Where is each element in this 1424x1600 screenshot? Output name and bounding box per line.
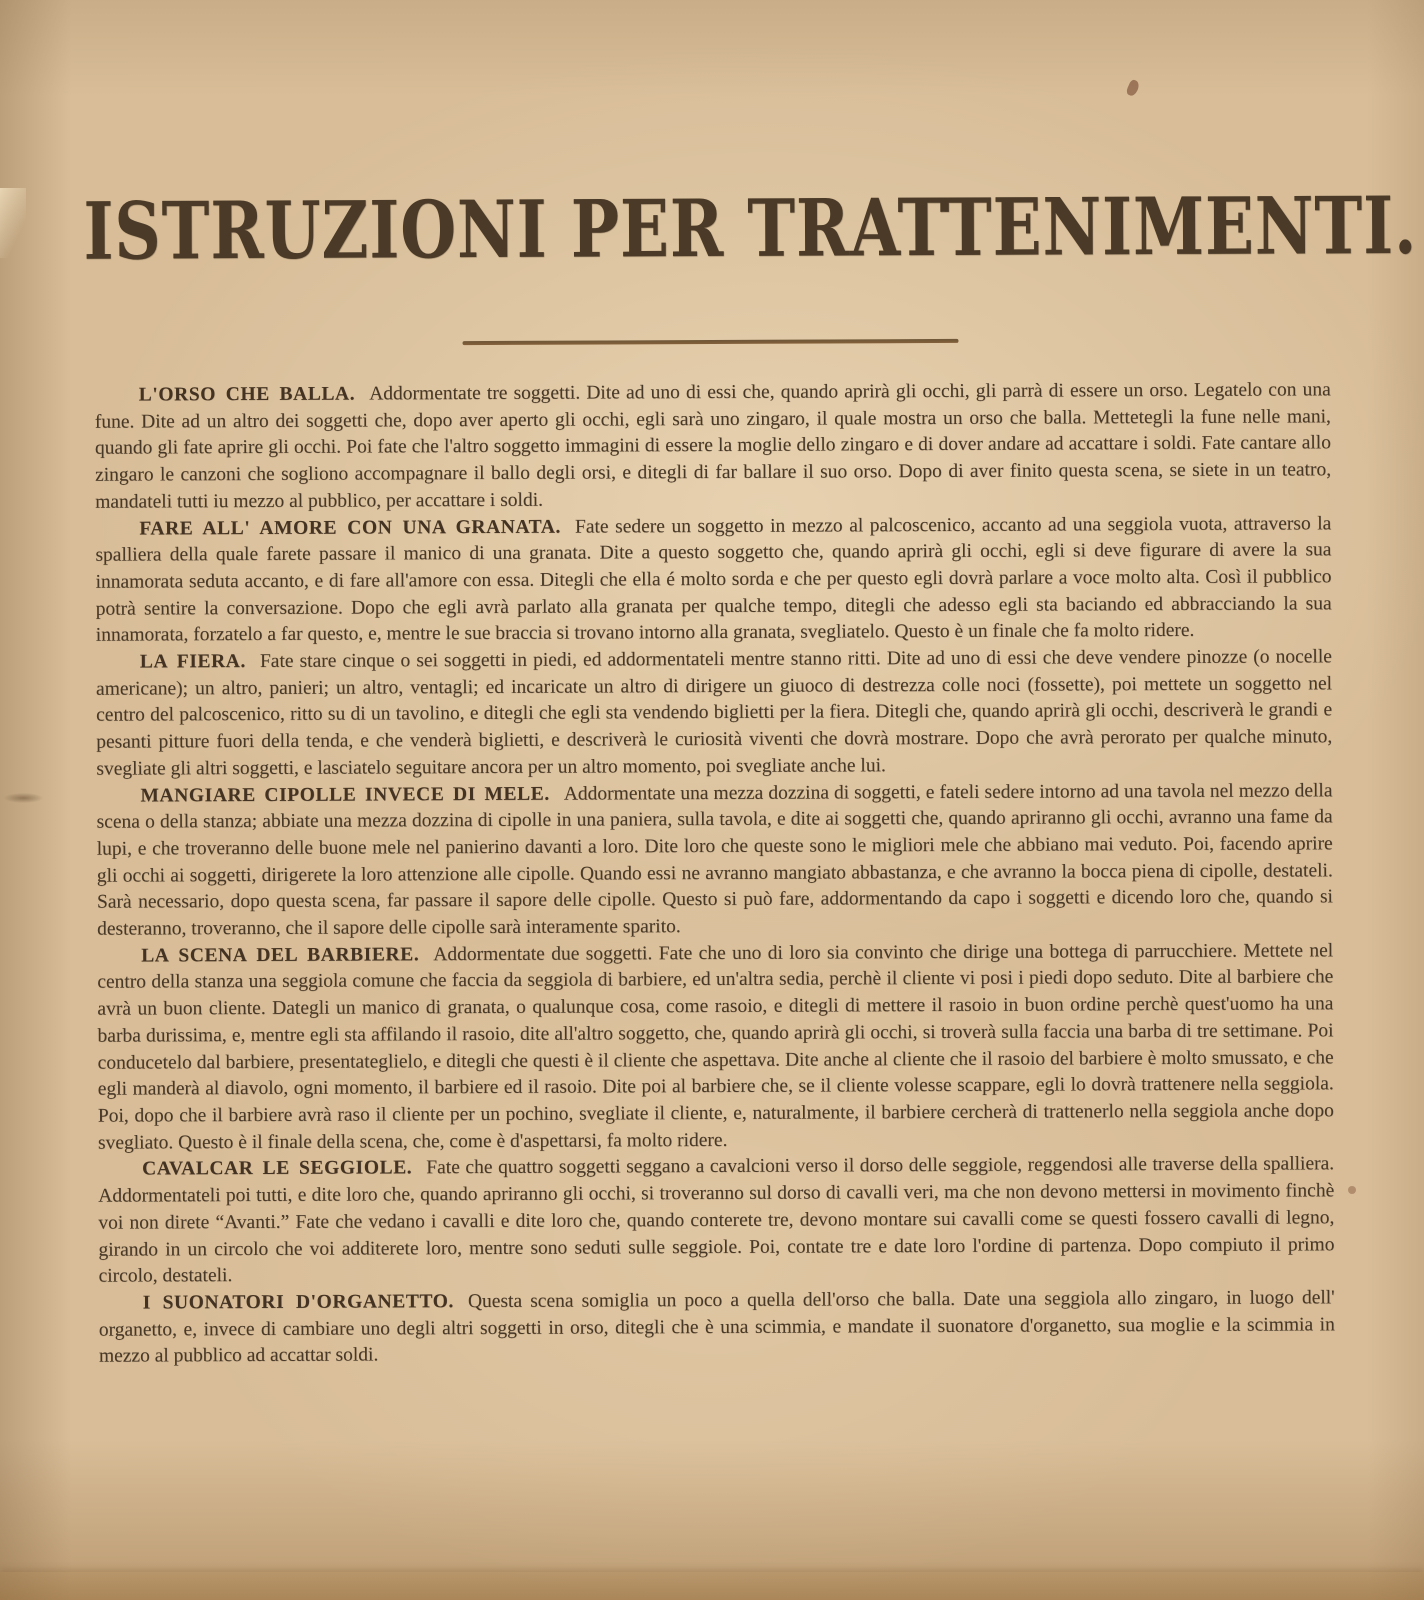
section-heading: FARE ALL' AMORE CON UNA GRANATA.	[139, 516, 562, 540]
section-heading: CAVALCAR LE SEGGIOLE.	[142, 1157, 413, 1180]
section-la-fiera	[96, 644, 1333, 783]
section-cavalcar-seggiole	[98, 1152, 1335, 1291]
section-body-text: Fate che quattro soggetti seggano a cavalcioni verso il dorso delle seggiole, reggendosi alle traverse della spalliera. Addormentateli poi tutti, e dite loro che, quando apriranno gli occhi, si troveranno sul dorso di cavalli veri, ma che non devono mettersi in movimento finchè voi non direte “Avanti.” Fate che vedano i cavalli e dite loro che, quando conterete tre, devono montare sui cavalli come se questi fossero cavalli di legno, girando in un circolo che voi additerete loro, mentre sono seduti sulle seggiole. Poi, contate tre e date loro l'ordine di partenza. Dopo compiuto il primo circolo, destateli.	[98, 1153, 1335, 1287]
title-divider-rule	[463, 339, 959, 345]
section-body-text: Addormentate due soggetti. Fate che uno di loro sia convinto che dirige una bottega di parrucchiere. Mettete nel centro della stanza una seggiola comune che faccia da seggiola di barbiere, ed un'altra sedia, perchè il cliente vi posi i piedi dopo seduto. Dite al barbiere che avrà un buon cliente. Dategli un manico di granata, o qualunque cosa, come rasoio, e ditegli di mettere il rasoio in buon ordine perchè quest'uomo ha una barba durissima, e, mentre egli sta affilando il rasoio, dite all'altro soggetto, che, quando aprirà gli occhi, si troverà sulla faccia una barba di tre settimane. Poi conducetelo dal barbiere, presentateglielo, e ditegli che questi è il cliente che aspettava. Dite anche al cliente che il rasoio del barbiere è molto smussato, e che egli manderà al diavolo, ogni momento, il barbiere ed il rasoio. Dite poi al barbiere che, se il cliente volesse scappare, egli lo dovrà trattenere nella seggiola. Poi, dopo che il barbiere avrà raso il cliente per un pochino, svegliate il cliente, e, naturalmente, il barbiere cercherà di trattenerlo nella seggiola anche dopo svegliato. Questo è il finale della scena, che, come è d'aspettarsi, fa molto ridere.	[97, 940, 1334, 1154]
section-scena-barbiere	[97, 938, 1334, 1157]
section-suonatori-organetto	[99, 1285, 1335, 1371]
document-body	[95, 377, 1335, 1370]
page-title: ISTRUZIONI PER TRATTENIMENTI.	[83, 179, 1418, 279]
photo-edge-shadow	[0, 1572, 1424, 1600]
section-body-text: Fate sedere un soggetto in mezzo al palcoscenico, accanto ad una seggiola vuota, attraverso la spalliera della quale farete passare il manico di una granata. Dite a questo soggetto che, quando aprirà gli occhi, egli si deve figurare di avere la sua innamorata seduta accanto, e di fare all'amore con essa. Ditegli che ella é molto sorda e che per questo egli dovrà parlare a voce molto alta. Così il pubblico potrà sentire la conversazione. Dopo che egli avrà parlato alla granata per qualche tempo, ditegli che adesso egli sta baciando ed abbracciando la sua innamorata, forzatelo a far questo, e, mentre le sue braccia si trovano intorno alla granata, svegliatelo. Questo è un finale che fa molto ridere.	[95, 512, 1332, 647]
section-body-text: Questa scena somiglia un poco a quella dell'orso che balla. Date una seggiola allo zingaro, in luogo dell' organetto, e, invece di cambiare uno degli altri soggetti in orso, ditegli che è una scimmia, e mandate il suonatore d'organetto, sua moglie e la scimmia in mezzo al pubblico ad accattar soldi.	[98, 1287, 1335, 1367]
section-heading: MANGIARE CIPOLLE INVECE DI MELE.	[140, 783, 550, 807]
section-fare-allamore-granata	[95, 511, 1332, 650]
section-body-text: Addormentate una mezza dozzina di soggetti, e fateli sedere intorno ad una tavola nel mezzo della scena o della stanza; abbiate una mezza dozzina di cipolle in una paniera, sulla tavola, e dite ai soggetti che, quando apriranno gli occhi, avranno una fame da lupi, e che troveranno delle buone mele nel panierino davanti a loro. Dite loro che queste sono le migliori mele che abbiano mai veduto. Poi, facendo aprire gli occhi ai soggetti, dirigerete la loro attenzione alle cipolle. Quando essi ne avranno mangiato abbastanza, e che avranno la bocca piena di cipolle, destateli. Sarà necessario, dopo questa scena, far passare il sapore delle cipolle. Questo si può fare, addormentando da capo i soggetti e dicendo loro che, quando si desteranno, troveranno, che il sapore delle cipolle sarà interamente sparito.	[96, 779, 1333, 940]
section-heading: LA SCENA DEL BARBIERE.	[141, 944, 420, 967]
section-heading: I SUONATORI D'ORGANETTO.	[142, 1291, 454, 1314]
section-mangiare-cipolle	[96, 778, 1333, 944]
section-body-text: Addormentate tre soggetti. Dite ad uno di essi che, quando aprirà gli occhi, gli parrà di essere un orso. Legatelo con una fune. Dite ad un altro dei soggetti che, dopo aver aperto gli occhi, egli sarà uno zingaro, il quale mostra un orso che balla. Mettetegli la fune nelle mani, quando gli fate aprire gli occhi. Poi fate che l'altro soggetto immagini di essere la moglie dello zingaro e di dover andare ad accattare i soldi. Fate cantare allo zingaro le canzoni che sogliono accompagnare il ballo degli orsi, e ditegli di far ballare il suo orso. Dopo di aver finito questa scena, se siete in un teatro, mandateli tutti iu mezzo al pubblico, per accattare i soldi.	[94, 379, 1332, 513]
section-body-text: Fate stare cinque o sei soggetti in piedi, ed addormentateli mentre stanno ritti. Dite ad uno di essi che deve vendere pinozze (o nocelle americane); un altro, panieri; un altro, ventagli; ed incaricate un altro di dirigere un giuoco di destrezza colle noci (fossette), poi mettete un soggetto nel centro del palcoscenico, ritto su di un tavolino, e ditegli che egli sta vendendo biglietti per la fiera. Ditegli che, quando aprirà gli occhi, descriverà le grandi e pesanti pitture fuori della tenda, e che venderà biglietti, e descriverà le curiosità viventi che dovrà mostrare. Dopo che avrà perorato per qualche minuto, svegliate gli altri soggetti, e lasciatelo seguitare ancora per un altro momento, poi svegliate anche lui.	[95, 646, 1333, 780]
section-heading: LA FIERA.	[139, 651, 246, 673]
section-orso-che-balla	[95, 377, 1332, 516]
section-heading: L'ORSO CHE BALLA.	[138, 383, 356, 406]
